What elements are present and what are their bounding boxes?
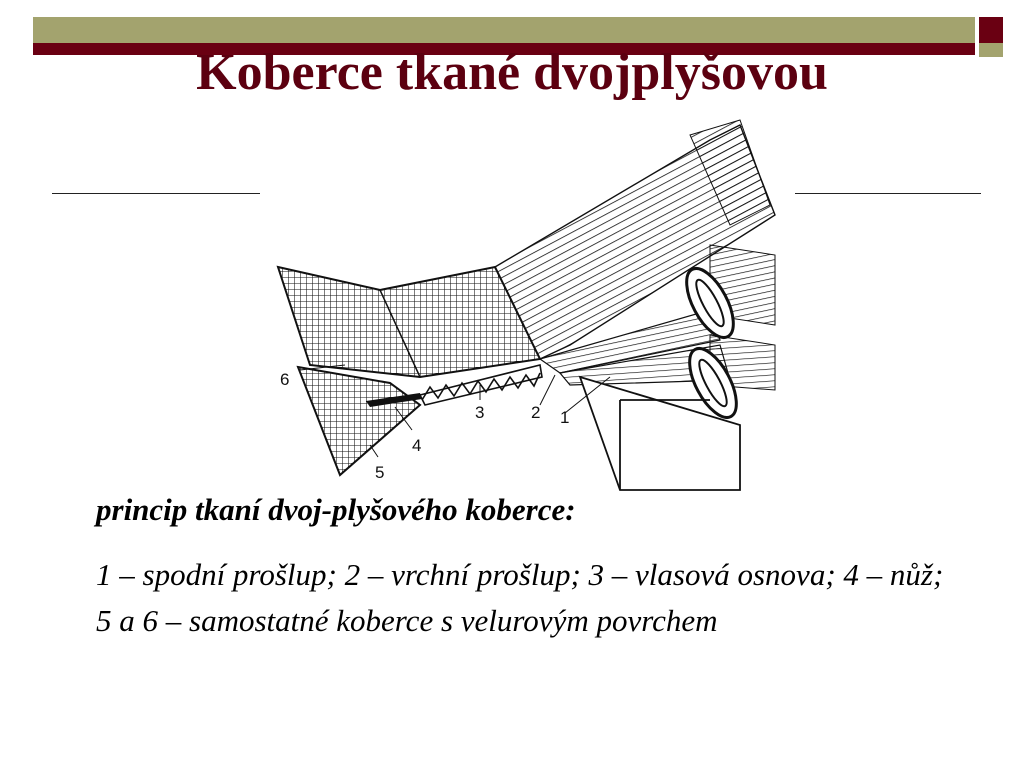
upper-carpet	[278, 267, 540, 377]
lower-carpet	[298, 367, 420, 475]
slide-title: Koberce tkané dvojplyšovou	[196, 44, 828, 101]
left-rule	[52, 193, 260, 194]
weaving-diagram	[270, 115, 790, 495]
label-6: 6	[280, 370, 290, 389]
right-rule	[795, 193, 981, 194]
caption	[96, 490, 956, 644]
label-4: 4	[412, 436, 422, 455]
caption-heading: princip tkaní dvoj-plyšového koberce:	[96, 492, 576, 527]
label-3: 3	[475, 403, 485, 422]
label-5: 5	[375, 463, 385, 482]
label-1: 1	[560, 408, 570, 427]
caption-body: 1 – spodní prošlup; 2 – vrchní prošlup; 3 – vlasová osnova; 4 – nůž; 5 a 6 – samostatné koberce s velurovým povrchem	[96, 557, 944, 638]
label-2: 2	[531, 403, 541, 422]
